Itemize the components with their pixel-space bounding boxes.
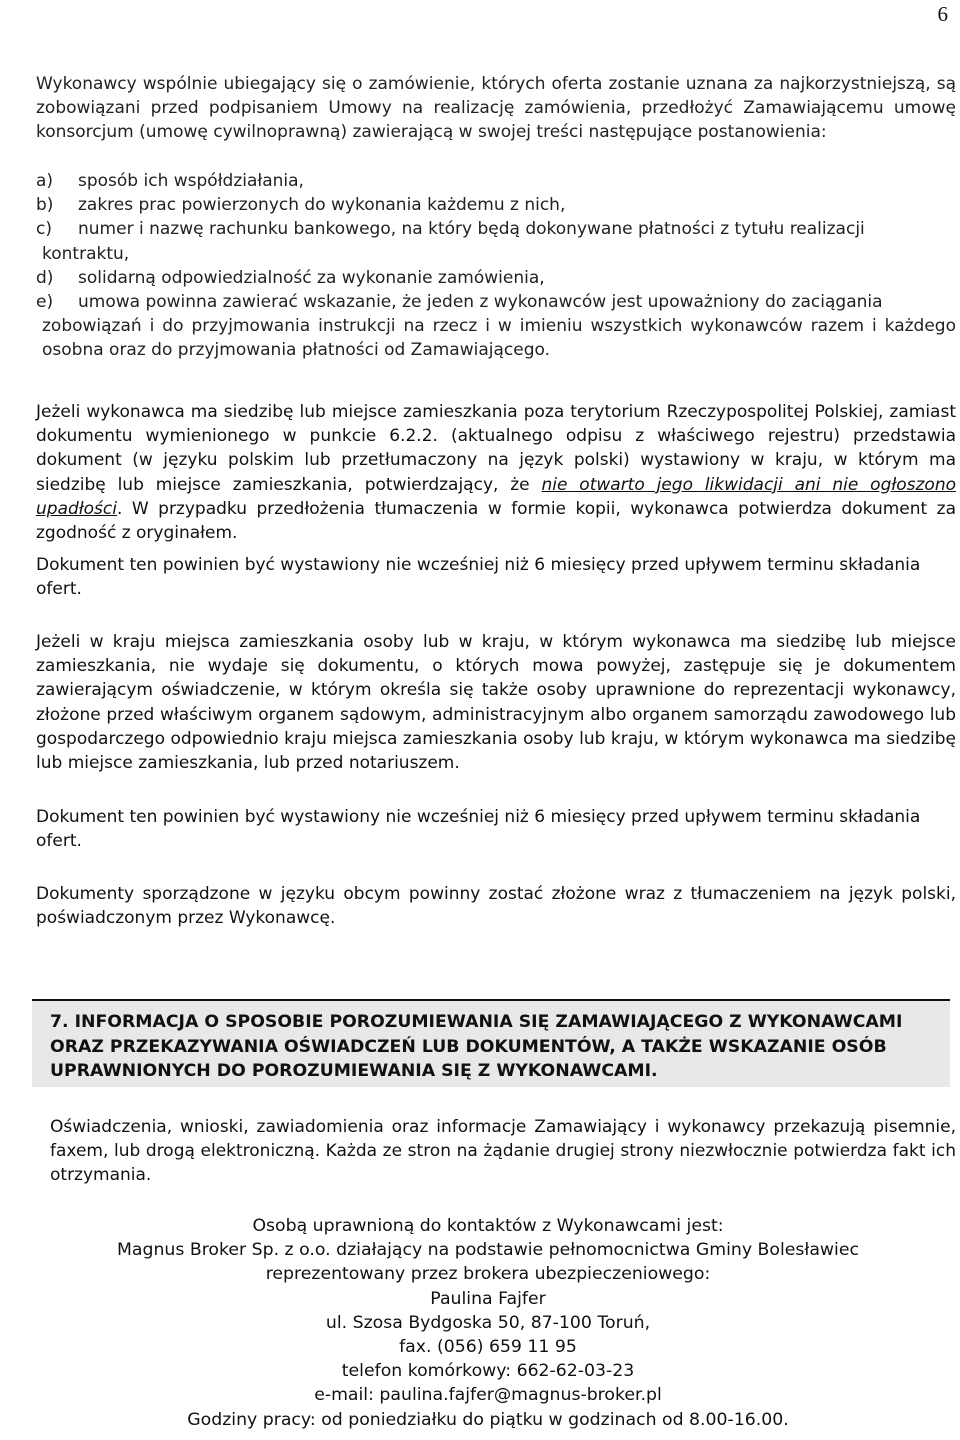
statement-validity: Dokument ten powinien być wystawiony nie wcześniej niż 6 miesięcy przed upływem terminu składania ofert. bbox=[36, 807, 921, 852]
item-text: numer i nazwę rachunku bankowego, na który będą dokonywane płatności z tytułu realizacji bbox=[78, 219, 865, 240]
list-item bbox=[36, 217, 956, 241]
item-text: sposób ich współdziałania, bbox=[78, 171, 304, 191]
foreign-paragraph bbox=[36, 400, 956, 545]
contact-fax: fax. (056) 659 11 95 bbox=[399, 1337, 577, 1358]
foreign-validity: Dokument ten powinien być wystawiony nie wcześniej niż 6 miesięcy przed upływem terminu składania ofert. bbox=[36, 555, 921, 600]
consortium-list bbox=[36, 169, 956, 363]
item-text: zakres prac powierzonych do wykonania każdemu z nich, bbox=[78, 195, 566, 216]
page-number: 6 bbox=[937, 2, 948, 26]
item-text: umowa powinna zawierać wskazanie, że jeden z wykonawców jest upoważniony do zaciągania bbox=[78, 292, 883, 313]
contact-email: e-mail: paulina.fajfer@magnus-broker.pl bbox=[314, 1385, 662, 1406]
foreign-text-end: . W przypadku przedłożenia tłumaczenia w formie kopii, wykonawca potwierdza dokument za zgodność z oryginałem. bbox=[36, 498, 956, 544]
foreign-text: Jeżeli wykonawca ma siedzibę lub miejsce zamieszkania poza terytorium Rzeczypospolitej Polskiej, zamiast dokumentu wymienionego w punkcie 6.2.2. (aktualnego odpisu z właściwego rejestru) przedstawia dokument (w języku polskim lub przetłumaczony na język polski) wystawiony w kraju, w którym ma siedzibę lub miejsce zamieszkania, potwierdzający, że bbox=[36, 402, 956, 495]
contact-mobile: telefon komórkowy: 662-62-03-23 bbox=[341, 1361, 635, 1382]
no-liquidation-note: nie otwarto jego likwidacji ani nie ogłoszono upadłości bbox=[36, 474, 956, 519]
item-continuation: kontraktu, bbox=[42, 243, 130, 264]
contact-address: ul. Szosa Bydgoska 50, 87-100 Toruń, bbox=[325, 1312, 651, 1333]
item-text: solidarną odpowiedzialność za wykonanie zamówienia, bbox=[78, 267, 545, 288]
contact-name: Paulina Fajfer bbox=[430, 1288, 546, 1309]
list-item bbox=[36, 193, 956, 217]
section-body: Oświadczenia, wnioski, zawiadomienia oraz informacje Zamawiający i wykonawcy przekazują pisemnie, faxem, lub drogą elektroniczną. Każda ze stron na żądanie drugiej strony niezwłocznie potwierdza fakt ich otrzymania. bbox=[50, 1117, 956, 1186]
item-label: a) bbox=[36, 171, 54, 191]
list-item bbox=[36, 169, 956, 193]
contact-block bbox=[36, 1214, 940, 1432]
list-item bbox=[36, 290, 956, 314]
contact-company: Magnus Broker Sp. z o.o. działający na podstawie pełnomocnictwa Gminy Bolesławiec bbox=[116, 1240, 859, 1261]
item-label: b) bbox=[36, 195, 54, 216]
item-label: e) bbox=[36, 292, 54, 313]
item-label: d) bbox=[36, 267, 54, 288]
statement-paragraph: Jeżeli w kraju miejsca zamieszkania osoby lub w kraju, w którym wykonawca ma siedzibę lub miejsce zamieszkania, nie wydaje się dokumentu, o których mowa powyżej, zastępuje się je dokumentem zawierającym oświadczenie, w którym określa się także osoby uprawnione do reprezentacji wykonawcy, złożone przed właściwym organem sądowym, administracyjnym albo organem samorządu zawodowego lub gospodarczego odpowiednio kraju miejsca zamieszkania osoby lub kraju, w którym wykonawca ma siedzibę lub miejsce zamieszkania, lub przed notariuszem. bbox=[36, 632, 956, 774]
list-item bbox=[36, 266, 956, 290]
translation-paragraph: Dokumenty sporządzone w języku obcym powinny zostać złożone wraz z tłumaczeniem na język polski, poświadczonym przez Wykonawcę. bbox=[36, 884, 956, 929]
item-label: c) bbox=[36, 219, 52, 240]
section-heading: 7. INFORMACJA O SPOSOBIE POROZUMIEWANIA SIĘ ZAMAWIAJĄCEGO Z WYKONAWCAMI ORAZ PRZEKAZYWANIA OŚWIADCZEŃ LUB DOKUMENTÓW, A TAKŻE WSKAZANIE OSÓB UPRAWNIONYCH DO POROZUMIEWANIA SIĘ Z WYKONAWCAMI. bbox=[50, 1012, 903, 1081]
contact-representative: reprezentowany przez brokera ubezpieczeniowego: bbox=[265, 1264, 711, 1285]
item-continuation: zobowiązań i do przyjmowania instrukcji na rzecz i w imieniu wszystkich wykonawców razem i każdego osobna oraz do przyjmowania płatności od Zamawiającego. bbox=[42, 316, 956, 361]
contact-hours: Godziny pracy: od poniedziałku do piątku w godzinach od 8.00-16.00. bbox=[187, 1409, 789, 1430]
consortium-intro: Wykonawcy wspólnie ubiegający się o zamówienie, których oferta zostanie uznana za najkorzystniejszą, są zobowiązani przed podpisaniem Umowy na realizację zamówienia, przedłożyć Zamawiającemu umowę konsorcjum (umowę cywilnoprawną) zawierającą w swojej treści następujące postanowienia: bbox=[36, 74, 956, 143]
contact-intro: Osobą uprawnioną do kontaktów z Wykonawcami jest: bbox=[252, 1216, 724, 1236]
